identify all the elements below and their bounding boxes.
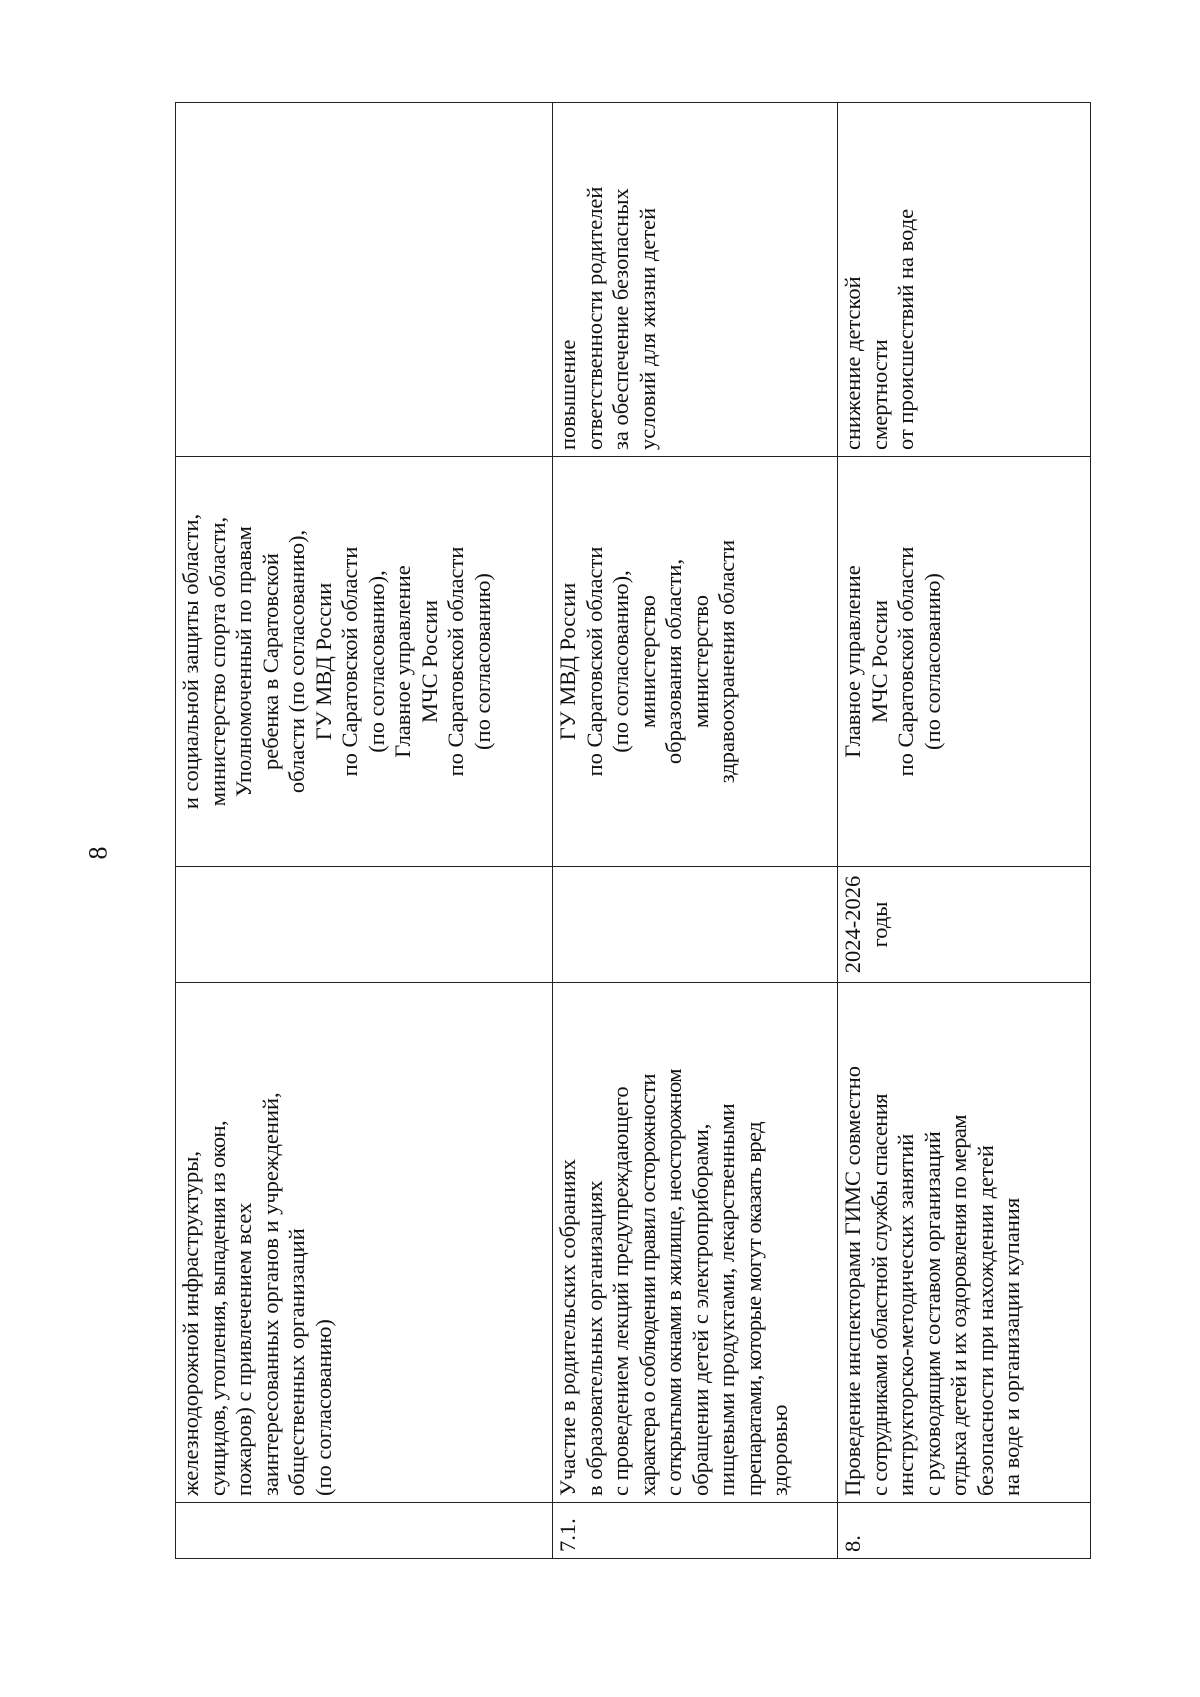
responsible-cell-line: по Саратовской области [337, 546, 363, 777]
table-row [838, 103, 1091, 1559]
activity-cell [176, 983, 553, 1503]
responsible-cell-line: Уполномоченный по правам [231, 526, 257, 797]
responsible-cell-line: Главное управление [390, 565, 416, 758]
responsible-cell-line: (по согласованию) [919, 573, 945, 750]
activities-table [175, 102, 1091, 1559]
responsible-cell-line: министерство [687, 595, 713, 728]
activity-cell-line: в образовательных организациях [581, 1180, 607, 1496]
responsible-cell-line: министерство спорта области, [204, 516, 230, 807]
result-cell [176, 103, 553, 457]
result-cell [553, 103, 838, 457]
responsible-cell-line: Главное управление [840, 565, 865, 758]
responsible-cell [553, 457, 838, 867]
result-cell-line: от происшествий на воде [893, 208, 919, 450]
page-number: 8 [83, 846, 113, 860]
table-row [553, 103, 838, 1559]
activity-cell-line: Участие в родительских собраниях [555, 1158, 580, 1496]
activities-table-wrapper [175, 103, 1090, 1559]
activity-cell-line: безопасности при нахождении детей [972, 1145, 998, 1496]
activity-cell-line: с руководящим составом организаций [919, 1131, 945, 1496]
activity-cell-line: пожаров) с привлечением всех [231, 1202, 257, 1496]
responsible-cell-line: ГУ МВД России [310, 582, 336, 741]
responsible-cell-line: области (по согласованию), [284, 529, 310, 794]
activity-cell-line: железнодорожной инфраструктуры, [178, 1150, 203, 1496]
result-cell-line: условий для жизни детей [634, 207, 660, 450]
responsible-cell-line: МЧС России [416, 599, 442, 724]
result-cell-line: ответственности родителей [581, 186, 607, 450]
activity-cell-line: Проведение инспекторами ГИМС совместно [840, 1066, 865, 1496]
responsible-cell-line: (по согласованию), [608, 570, 634, 753]
table-body [176, 103, 1091, 1559]
activity-cell-line: с открытыми окнами в жилище, неосторожном [661, 1069, 687, 1496]
result-cell [838, 103, 1091, 457]
activity-cell-line: пищевыми продуктами, лекарственными [714, 1103, 740, 1496]
activity-cell-line: (по согласованию) [310, 1319, 336, 1496]
responsible-cell-line: ГУ МВД России [555, 582, 580, 741]
term-cell-line: 2024-2026 [840, 875, 865, 974]
term-cell [176, 867, 553, 983]
row-number-cell: 8. [838, 1503, 1091, 1559]
result-cell-line: повышение [555, 339, 580, 450]
responsible-cell-line: по Саратовской области [581, 546, 607, 777]
responsible-cell-line: МЧС России [866, 599, 892, 724]
responsible-cell [838, 457, 1091, 867]
activity-cell-line: инструкторско-методических занятий [893, 1133, 919, 1496]
responsible-cell-line: министерство [634, 595, 660, 728]
activity-cell-line: с проведением лекций предупреждающего [608, 1086, 634, 1496]
activity-cell-line: отдыха детей и их оздоровления по мерам [946, 1115, 972, 1496]
term-cell [553, 867, 838, 983]
term-cell [838, 867, 1091, 983]
responsible-cell [176, 457, 553, 867]
activity-cell [553, 983, 838, 1503]
activity-cell-line: суицидов, утопления, выпадения из окон, [204, 1121, 230, 1496]
activity-cell-line: общественных организаций [284, 1228, 310, 1496]
activity-cell-line: на воде и организации купания [999, 1197, 1025, 1496]
responsible-cell-line: (по согласованию) [470, 573, 496, 750]
responsible-cell-line: по Саратовской области [893, 546, 919, 777]
activity-cell-line: характера о соблюдении правил осторожности [634, 1074, 660, 1496]
responsible-cell-line: здравоохранения области [714, 539, 740, 784]
activity-cell-line: препаратами, которые могут оказать вред [740, 1122, 766, 1496]
activity-cell [838, 983, 1091, 1503]
responsible-cell-line: ребенка в Саратовской [257, 553, 283, 770]
activity-cell-line: заинтересованных органов и учреждений, [257, 1092, 283, 1496]
activity-cell-line: здоровью [767, 1404, 793, 1496]
table-row [176, 103, 553, 1559]
term-cell-line: годы [866, 901, 892, 948]
activity-cell-line: обращении детей с электроприборами, [687, 1123, 713, 1496]
result-cell-line: смертности [866, 339, 892, 450]
responsible-cell-line: (по согласованию), [363, 570, 389, 753]
responsible-cell-line: и социальной защиты области, [178, 513, 203, 810]
result-cell-line: за обеспечение безопасных [608, 188, 634, 450]
result-cell-line: снижение детской [840, 276, 865, 450]
responsible-cell-line: образования области, [661, 558, 687, 765]
activity-cell-line: с сотрудниками областной службы спасения [866, 1094, 892, 1496]
row-number-cell: 7.1. [553, 1503, 838, 1559]
row-number-cell [176, 1503, 553, 1559]
responsible-cell-line: по Саратовской области [443, 546, 469, 777]
